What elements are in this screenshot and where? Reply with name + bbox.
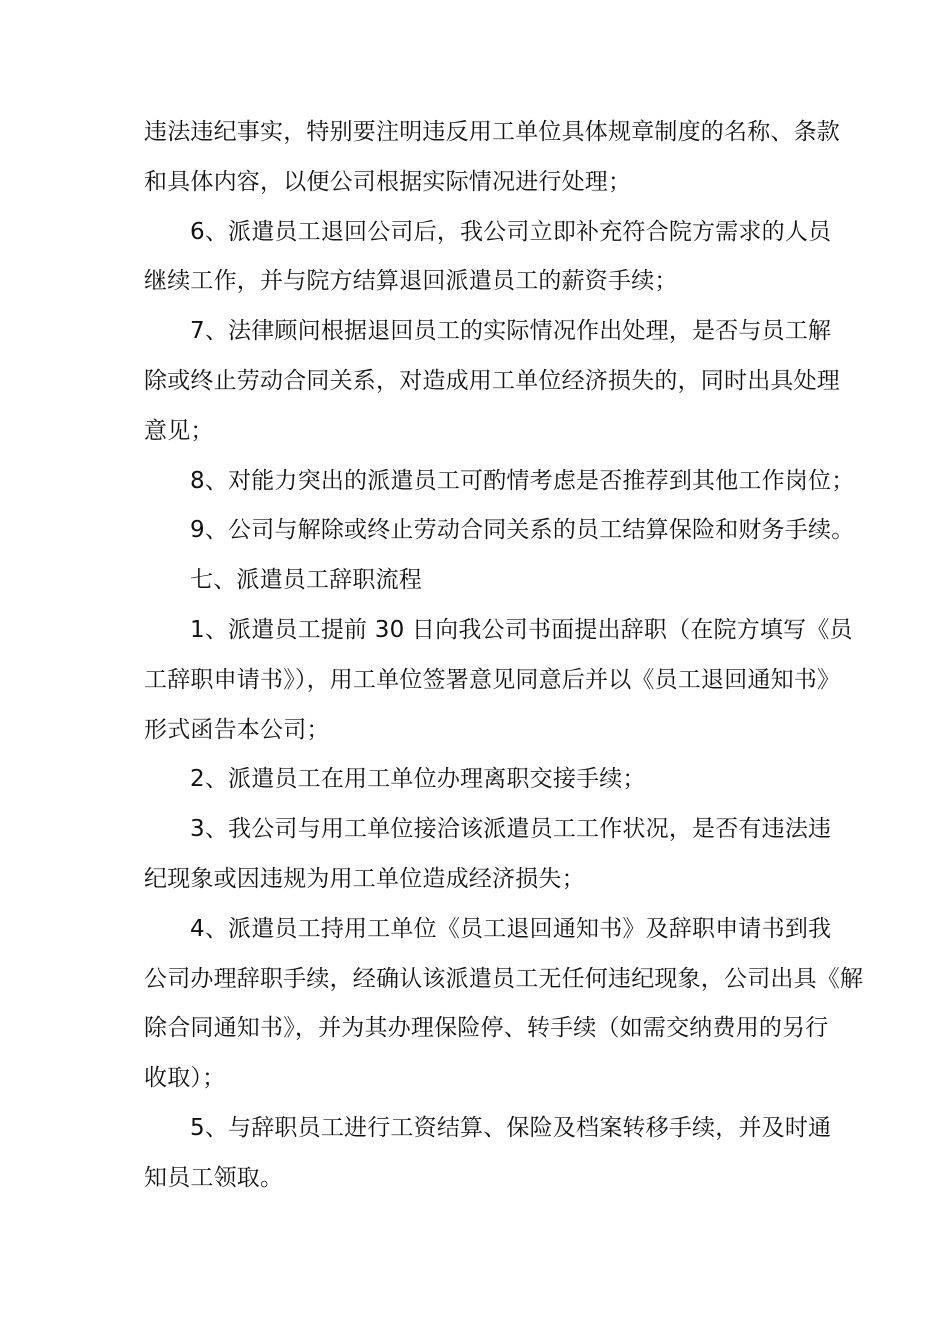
text-line: 知员工领取。 — [144, 1164, 284, 1191]
paragraph-resign-step-3 — [144, 805, 832, 905]
paragraph-resign-step-2 — [144, 755, 814, 805]
text-line: 继续工作，并与院方结算退回派遣员工的薪资手续； — [144, 268, 678, 295]
paragraph-violation-continuation — [144, 108, 840, 208]
text-line: 违法违纪事实，特别要注明违反用工单位具体规章制度的名称、条款 — [144, 119, 840, 145]
text-line: 2、派遣员工在用工单位办理离职交接手续； — [190, 766, 646, 793]
text-line: 形式函告本公司； — [144, 716, 330, 743]
text-line: 5、与辞职员工进行工资结算、保险及档案转移手续，并及时通 — [190, 1114, 832, 1141]
text-line: 和具体内容，以便公司根据实际情况进行处理； — [144, 168, 632, 195]
text-line: 6、派遣员工退回公司后，我公司立即补充符合院方需求的人员 — [190, 218, 832, 245]
text-line: 7、法律顾问根据退回员工的实际情况作出处理，是否与员工解 — [190, 318, 832, 345]
paragraph-resign-step-5 — [144, 1104, 832, 1204]
document-body — [144, 108, 864, 1204]
paragraph-item-7 — [144, 307, 840, 456]
text-line: 公司办理辞职手续，经确认该派遣员工无任何违纪现象，公司出具《解 — [144, 965, 864, 992]
paragraph-resign-step-4 — [144, 905, 864, 1104]
paragraph-item-8 — [144, 457, 855, 507]
text-line: 除或终止劳动合同关系，对造成用工单位经济损失的，同时出具处理 — [144, 367, 840, 394]
section-heading-text: 七、派遣员工辞职流程 — [190, 567, 422, 594]
paragraph-resign-step-1 — [144, 606, 853, 755]
text-line: 工辞职申请书》），用工单位签署意见同意后并以《员工退回通知书》 — [144, 666, 841, 693]
text-line: 纪现象或因违规为用工单位造成经济损失； — [144, 865, 585, 892]
text-line: 1、派遣员工提前 30 日向我公司书面提出辞职（在院方填写《员 — [190, 616, 853, 643]
text-line: 除合同通知书》，并为其办理保险停、转手续（如需交纳费用的另行 — [144, 1015, 829, 1042]
text-line: 3、我公司与用工单位接洽该派遣员工工作状况，是否有违法违 — [190, 816, 832, 843]
paragraph-item-6 — [144, 208, 832, 308]
text-line: 意见； — [144, 417, 214, 444]
section-heading-resignation-process — [144, 556, 814, 606]
text-line: 4、派遣员工持用工单位《员工退回通知书》及辞职申请书到我 — [190, 915, 832, 942]
paragraph-item-9 — [144, 506, 855, 556]
text-line: 8、对能力突出的派遣员工可酌情考虑是否推荐到其他工作岗位； — [190, 467, 855, 494]
text-line: 9、公司与解除或终止劳动合同关系的员工结算保险和财务手续。 — [190, 517, 855, 544]
text-line: 收取）； — [144, 1065, 226, 1092]
